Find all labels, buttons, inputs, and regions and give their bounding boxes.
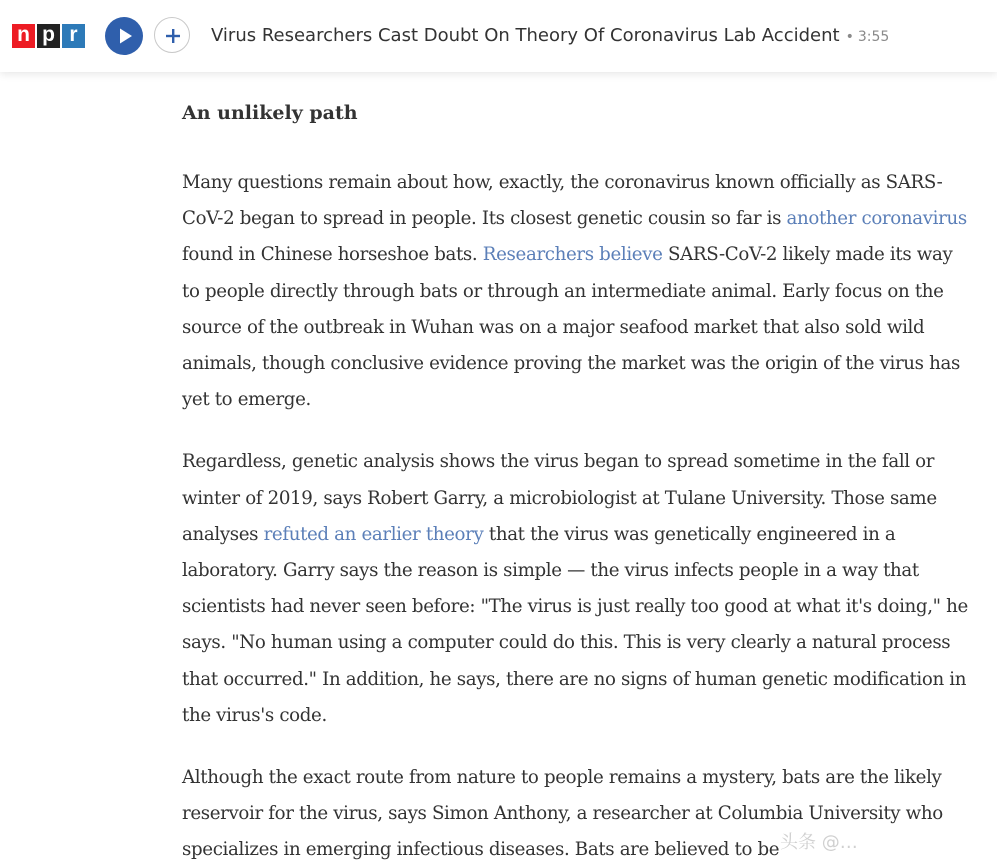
section-heading: An unlikely path bbox=[182, 102, 358, 124]
add-to-playlist-button[interactable] bbox=[154, 17, 190, 53]
audio-player-bar bbox=[0, 0, 997, 72]
text: SARS-CoV-2 likely made its way to people directly through bats or through an intermediate animal. Early focus on the source of the outbreak in Wuhan was on a major seafood market that also sold wild animals, though conclusive evidence proving the market was the origin of the virus has yet to emerge. bbox=[182, 244, 960, 411]
npr-logo[interactable] bbox=[12, 24, 85, 48]
logo-letter-p: p bbox=[37, 24, 60, 48]
logo-letter-n: n bbox=[12, 24, 35, 48]
text: Although the exact route from nature to people remains a mystery, bats are the likely reservoir for the virus, says Simon Anthony, a researcher at Columbia University who specializes in emerging infectious diseases. Bats are believed to be bbox=[182, 767, 943, 861]
link-refuted-earlier-theory[interactable]: refuted an earlier theory bbox=[263, 523, 484, 545]
track-duration: 3:55 bbox=[857, 29, 890, 45]
play-button[interactable] bbox=[105, 17, 143, 55]
separator-dot: • bbox=[845, 29, 854, 45]
text: found in Chinese horseshoe bats. bbox=[182, 244, 483, 266]
paragraph-2 bbox=[182, 444, 972, 734]
link-another-coronavirus[interactable]: another coronavirus bbox=[786, 208, 967, 230]
plus-icon bbox=[155, 18, 191, 54]
track-title[interactable]: Virus Researchers Cast Doubt On Theory Of Coronavirus Lab Accident bbox=[211, 25, 840, 46]
play-icon bbox=[105, 17, 143, 55]
text: Many questions remain about how, exactly, the coronavirus known officially as SARS-CoV-2 began to spread in people. Its closest genetic cousin so far is bbox=[182, 172, 943, 230]
text: Regardless, genetic analysis shows the virus began to spread sometime in the fall or winter of 2019, says Robert Garry, a microbiologist at Tulane University. Those same analyses bbox=[182, 451, 937, 545]
article-body bbox=[182, 95, 972, 861]
link-researchers-believe[interactable]: Researchers believe bbox=[482, 244, 663, 266]
paragraph-1 bbox=[182, 165, 972, 418]
text: that the virus was genetically engineered in a laboratory. Garry says the reason is simple — the virus infects people in a way that scientists had never seen before: "The virus is just really too good at what it's doing," he says. "No human using a computer could do this. This is very clearly a natural process that occurred." In addition, he says, there are no signs of human genetic modification in the virus's code. bbox=[182, 523, 968, 726]
now-playing-info bbox=[211, 25, 889, 48]
logo-letter-r: r bbox=[62, 24, 85, 48]
watermark: 头条 @… bbox=[780, 832, 858, 853]
